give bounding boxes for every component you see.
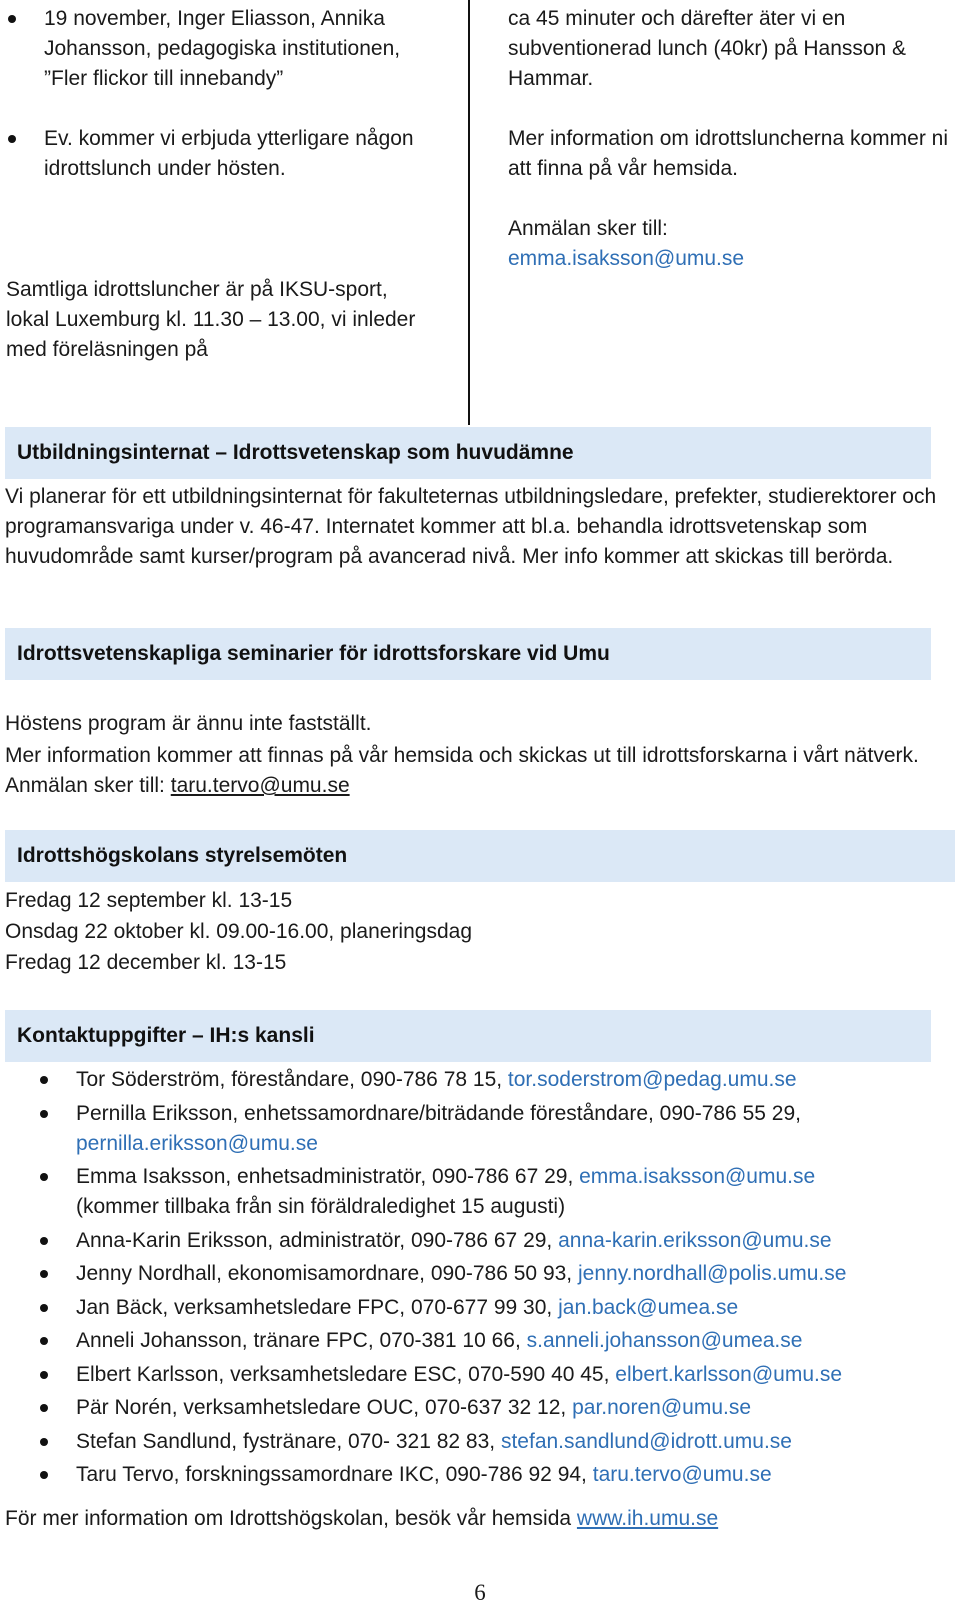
signup-label: Anmälan sker till: xyxy=(508,217,668,240)
list-item xyxy=(76,1293,956,1323)
contact-email-link[interactable]: par.noren@umu.se xyxy=(572,1396,752,1419)
list-item xyxy=(76,1326,956,1356)
list-item xyxy=(76,1360,956,1390)
section-header-kontakt xyxy=(5,1010,931,1062)
list-item xyxy=(76,1162,956,1222)
contact-email-link[interactable]: jan.back@umea.se xyxy=(558,1295,739,1319)
homepage-link[interactable]: www.ih.umu.se xyxy=(576,1507,719,1530)
signup-email-link[interactable]: emma.isaksson@umu.se xyxy=(508,247,745,270)
left-column xyxy=(6,4,446,365)
contact-note: (kommer tillbaka från sin föräldraledighet 15 augusti) xyxy=(76,1195,566,1218)
meeting-date: Onsdag 22 oktober kl. 09.00-16.00, planeringsdag xyxy=(5,920,472,943)
contact-text: Anna-Karin Eriksson, administratör, 090-786 67 29, xyxy=(76,1228,559,1252)
column-divider xyxy=(468,0,470,425)
section-header-internat xyxy=(5,427,931,479)
list-item: Ev. kommer vi erbjuda ytterligare någon idrottslunch under hösten. xyxy=(44,124,446,184)
section-header-styrelse xyxy=(5,830,955,882)
page-number: 6 xyxy=(474,1580,486,1605)
section-heading: Idrottshögskolans styrelsemöten xyxy=(17,844,348,867)
seminarier-email-link[interactable]: taru.tervo@umu.se xyxy=(170,774,350,797)
contact-text: Elbert Karlsson, verksamhetsledare ESC, 070-590 40 45, xyxy=(76,1362,616,1386)
footer-text xyxy=(5,1504,945,1534)
list-item xyxy=(76,1065,956,1095)
contact-email-link[interactable]: anna-karin.eriksson@umu.se xyxy=(558,1228,832,1252)
contact-text: Tor Söderström, föreståndare, 090-786 78 15, xyxy=(76,1068,508,1091)
contact-text: Emma Isaksson, enhetsadministratör, 090-786 67 29, xyxy=(76,1165,580,1188)
contact-email-link[interactable]: stefan.sandlund@idrott.umu.se xyxy=(500,1429,792,1453)
right-column xyxy=(508,4,948,274)
contact-email-link[interactable]: jenny.nordhall@polis.umu.se xyxy=(577,1262,847,1285)
contact-text: Stefan Sandlund, fystränare, 070- 321 82 83, xyxy=(76,1429,501,1453)
section-header-seminarier xyxy=(5,628,931,680)
list-item: 19 november, Inger Eliasson, Annika Johansson, pedagogiska institutionen, ”Fler flickor till innebandy” xyxy=(44,4,446,94)
continuation-text: ca 45 minuter och därefter äter vi en subventionerad lunch (40kr) på Hansson & Hammar. xyxy=(508,7,907,90)
contact-text: Anneli Johansson, tränare FPC, 070-381 10 66, xyxy=(76,1329,527,1352)
contact-list xyxy=(76,1065,956,1494)
contact-email-link[interactable]: tor.soderstrom@pedag.umu.se xyxy=(507,1068,797,1091)
contact-text: Pernilla Eriksson, enhetssamordnare/biträdande föreståndare, 090-786 55 29, xyxy=(76,1101,801,1125)
styrelse-dates xyxy=(5,886,945,978)
section-heading: Idrottsvetenskapliga seminarier för idrottsforskare vid Umu xyxy=(17,642,610,665)
list-item xyxy=(76,1099,956,1159)
contact-email-link[interactable]: taru.tervo@umu.se xyxy=(592,1463,772,1486)
contact-email-link[interactable]: elbert.karlsson@umu.se xyxy=(615,1362,843,1386)
meeting-date: Fredag 12 december kl. 13-15 xyxy=(5,951,287,974)
list-item xyxy=(76,1259,956,1289)
list-item xyxy=(76,1393,956,1423)
seminarier-text: Mer information kommer att finnas på vår hemsida och skickas ut till idrottsforskarna i vårt nätverk. Anmälan sker till: xyxy=(5,744,919,797)
seminarier-line2 xyxy=(5,741,945,801)
meeting-date: Fredag 12 september kl. 13-15 xyxy=(5,889,293,912)
contact-text: Jan Bäck, verksamhetsledare FPC, 070-677 99 30, xyxy=(76,1295,559,1319)
more-info-text: Mer information om idrottsluncherna kommer ni att finna på vår hemsida. xyxy=(508,127,948,180)
contact-text: Pär Norén, verksamhetsledare OUC, 070-637 32 12, xyxy=(76,1396,573,1419)
internat-body: Vi planerar för ett utbildningsinternat för fakulteternas utbildningsledare, prefekter, studierektorer och programansvariga under v. 46-47. Internatet kommer att bl.a. behandla idrottsvetenskap som huvudområde samt kurser/program på avancerad nivå. Mer info kommer att skickas till berörda. xyxy=(5,485,937,568)
footer-label: För mer information om Idrottshögskolan, besök vår hemsida xyxy=(5,1507,577,1530)
section-heading: Kontaktuppgifter – IH:s kansli xyxy=(17,1024,315,1047)
contact-email-link[interactable]: emma.isaksson@umu.se xyxy=(579,1165,816,1188)
list-item xyxy=(76,1226,956,1256)
seminarier-line1: Höstens program är ännu inte fastställt. xyxy=(5,712,372,735)
contact-email-link[interactable]: s.anneli.johansson@umea.se xyxy=(526,1329,803,1352)
list-item xyxy=(76,1460,956,1490)
contact-text: Taru Tervo, forskningssamordnare IKC, 090-786 92 94, xyxy=(76,1463,593,1486)
contact-text: Jenny Nordhall, ekonomisamordnare, 090-786 50 93, xyxy=(76,1262,578,1285)
contact-email-link[interactable]: pernilla.eriksson@umu.se xyxy=(76,1131,318,1155)
location-text: Samtliga idrottsluncher är på IKSU-sport, lokal Luxemburg kl. 11.30 – 13.00, vi inleder med föreläsningen på xyxy=(6,278,416,361)
list-item xyxy=(76,1427,956,1457)
section-heading: Utbildningsinternat – Idrottsvetenskap som huvudämne xyxy=(17,441,574,464)
